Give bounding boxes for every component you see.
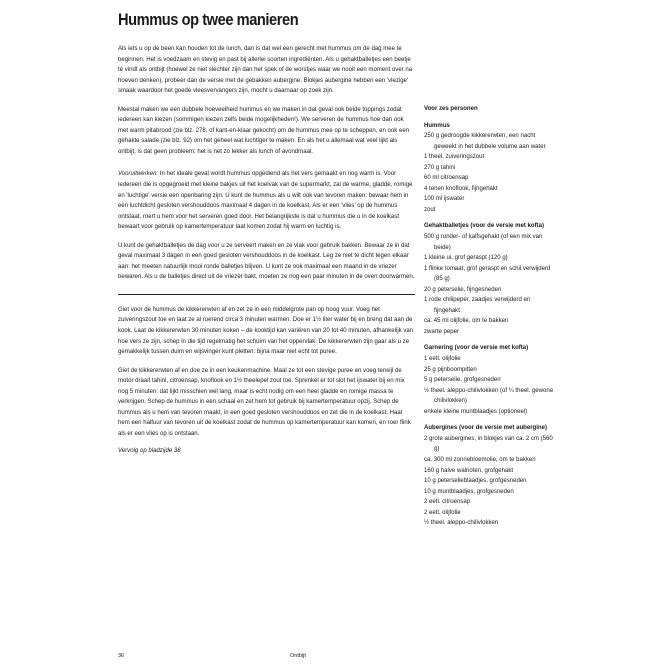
section-name: Ontbijt bbox=[290, 653, 306, 659]
make-ahead-label: Vooruitwerken: bbox=[118, 171, 159, 178]
ingredient-item: 1 kleine ui, grof geraspt (120 g) bbox=[424, 255, 508, 262]
ingredients-sidebar bbox=[424, 104, 554, 535]
method-step-1: Giet voor de hummus de kikkererwten af en zet ze in een middelgrote pan op hoog vuur. Voeg het zuiveringszout toe en laat ze al roerend circa 3 minuten warmen. Doe er 1½ liter water bij en breng dat aan de kook. Laat de kikkererwten 30 minuten koken – de kooktijd kan variëren van 20 tot 40 minuten, afhankelijk van hoe vers ze zijn, schep in die tijd regelmatig het schuim van het oppervlak. De kikkererwten zijn gaar als u ze gemakkelijk tussen duim en wijsvinger kunt pletten: bijna maar niet echt tot puree. bbox=[118, 306, 414, 356]
ingredient-item: 1 eetl. olijfolie bbox=[424, 356, 461, 363]
ingredient-item: 2 eetl. citroensap bbox=[424, 499, 471, 506]
make-ahead-paragraph bbox=[118, 169, 415, 232]
ingredient-item: 60 ml citroensap bbox=[424, 175, 469, 182]
ingredient-section bbox=[424, 121, 554, 216]
servings-heading: Voor zes personen bbox=[424, 106, 478, 112]
meatballs-note-paragraph: U kunt de gehaktballetjes de dag voor u ze serveert maken en ze vlak voor gebruik bakken. Bewaar ze in dat geval maximaal 3 dagen in een goed gesloten vershouddoos in de koelkast. Leg ze niet te dicht tegen elkaar aan: het meeten natuurlijk mooi ronde balletjes blijven. U kunt ze ook maximaal een maand in de vriezer bewaren. Als u de balletjes direct uit de vriezer bakt, moeten ze nog een paar minuten in de oven doorwarmen. bbox=[118, 242, 415, 281]
ingredient-item: 2 eetl. olijfolie bbox=[424, 509, 461, 516]
page-number: 36 bbox=[118, 653, 125, 659]
ingredient-section-heading: Aubergines (voor de versie met aubergine) bbox=[424, 425, 547, 432]
ingredient-section bbox=[424, 423, 554, 528]
continued-note: Vervolg op bladzijde 38 bbox=[118, 447, 181, 454]
recipe-body bbox=[118, 44, 415, 454]
ingredient-item: 160 g halve walnoten, grofgehakt bbox=[424, 467, 514, 474]
ingredient-item: 500 g runder- of kalfsgehakt (of een mix van beide) bbox=[424, 234, 543, 251]
ingredient-item: 1 rode chilipeper, zaadjes verwijderd en fijngehakt bbox=[424, 297, 531, 314]
ingredient-item: 5 g peterselie, grofgesneden bbox=[424, 377, 501, 384]
intro-paragraph-2: Meestal maken we een dubbele hoeveelheid hummus en we maken in dat geval ook beide toppings zodat iedereen kan kiezen (sommigen kiezen zelfs beide mogelijkheden!). We serveren de hummus hoe dan ook met warm pitabrood (zie blz. 278, of kant-en-klaar gekocht) om de hummus mee op te scheppen, en ook een gehakte salade (zie blz. 92) om het geheel wat luchtiger te maken. En als het u allemaal wat veel lijkt als ontbijt, is dat geen probleem: het is net zo lekker als lunch of avondmaal. bbox=[118, 106, 410, 155]
ingredient-item: 4 tenen knoflook, fijngehakt bbox=[424, 185, 498, 192]
ingredient-item: 1 theel. zuiveringszout bbox=[424, 154, 485, 161]
ingredient-section-heading: Garnering (voor de versie met kofta) bbox=[424, 345, 529, 352]
ingredient-item: zwarte peper bbox=[424, 328, 459, 335]
ingredient-item: 100 ml ijswater bbox=[424, 196, 465, 203]
ingredient-item: 2 grote aubergines, in blokjes van ca. 2 cm (560 g) bbox=[424, 435, 553, 453]
ingredient-item: enkele kleine muntblaadjes (optioneel) bbox=[424, 408, 528, 415]
ingredient-section-heading: Gehaktballetjes (voor de versie met kofta) bbox=[424, 223, 544, 230]
ingredient-item: ½ theel. aleppo-chilivlokken (of ¼ theel. gewone chilivlokken) bbox=[424, 387, 554, 405]
ingredient-item: 10 g muntblaadjes, grofgesneden bbox=[424, 488, 514, 495]
make-ahead-text: In het ideale geval wordt hummus opgediend als het vers gemaakt en nog warm is. Voor iedereen die is opgegroeid met kleine bakjes uit het koelvak van de supermarkt, zal de warme, gladde, romige en 'luchtige' versie een openbaring zijn. U kunt de hummus als u wilt ook van tevoren maken: bewaar hem in een luchtdicht gesloten vershouddoos maximaal 4 dagen in de koelkast. Als er een 'vlies' op de hummus ontstaat, roert u hem voor het serveren goed door. Het belangrijkste is dat u hummus die u in de koelkast bewaart voor gebruik op kamertemperatuur laat komen zodat hij warm en luchtig is. bbox=[118, 171, 413, 231]
recipe-title: Hummus op twee manieren bbox=[118, 10, 299, 29]
ingredient-item: 20 g peterselie, fijngesneden bbox=[424, 286, 502, 293]
ingredient-item: ca. 45 ml olijfolie, om te bakken bbox=[424, 318, 509, 325]
ingredient-item: 270 g tahini bbox=[424, 164, 456, 171]
method-step-2: Giet de kikkererwten af en doe ze in een keukenmachine. Maal ze tot een stevige puree en voeg terwijl de motor draait tahini, citroensap, knoflook en 1½ theelepel zout toe. Sprenkel er tot slot het ijswater bij en mix nog 5 minuten: dat lijkt misschien wel lang, maar is echt nodig om een heel gladde en romige massa te verkrijgen. Schep de hummus in een schaal en zet hem tot gebruik bij kamertemperatuur opzij. Schep de hummus als u hem van tevoren maakt, in een goed gesloten vershouddoos en zet die in de koelkast. Haal hem een halfuur van tevoren uit de koelkast zodat de hummus op kamertemperatuur kan komen, en roer flink als er een vlies op is ontstaan. bbox=[118, 367, 411, 437]
ingredient-item: 25 g pijnboompitten bbox=[424, 366, 477, 373]
ingredient-item: zout bbox=[424, 206, 436, 213]
ingredient-item: 250 g gedroogde kikkererwten, een nacht geweekt in het dubbele volume aan water bbox=[424, 133, 546, 150]
intro-paragraph-1: Als iets u op de been kan houden tot de lunch, dan is dat wel een gerecht met hummus om de dag mee te beginnen. Het is voedzaam en stevig en past bij allerlei soorten ingrediënten. Als u gehaktballetjes een beetje té vindt als ontbijt (hoewel ze niet slechter zijn dan het spek of de worstjes waar we nooit een moment over na hoeven denken), probeer dan de versie met de gebakken aubergine. Blokjes aubergine hebben een 'vlezige' smaak waardoor het goede vleesvervangers zijn, mocht u daarnaar op zoek zijn. bbox=[118, 46, 413, 95]
section-divider bbox=[118, 294, 415, 295]
ingredient-section bbox=[424, 221, 554, 337]
ingredient-section-heading: Hummus bbox=[424, 122, 450, 129]
ingredient-item: ½ theel. aleppo-chilivlokken bbox=[424, 520, 499, 527]
ingredient-item: 1 flinke tomaat, grof geraspt en schil verwijderd (85 g) bbox=[424, 265, 551, 283]
ingredient-section bbox=[424, 343, 554, 417]
ingredient-sections bbox=[424, 121, 554, 529]
ingredient-item: ca. 300 ml zonnebloemolie, om te bakken bbox=[424, 456, 536, 463]
ingredient-item: 10 g peterselieblaadjes, grofgesneden bbox=[424, 478, 527, 485]
